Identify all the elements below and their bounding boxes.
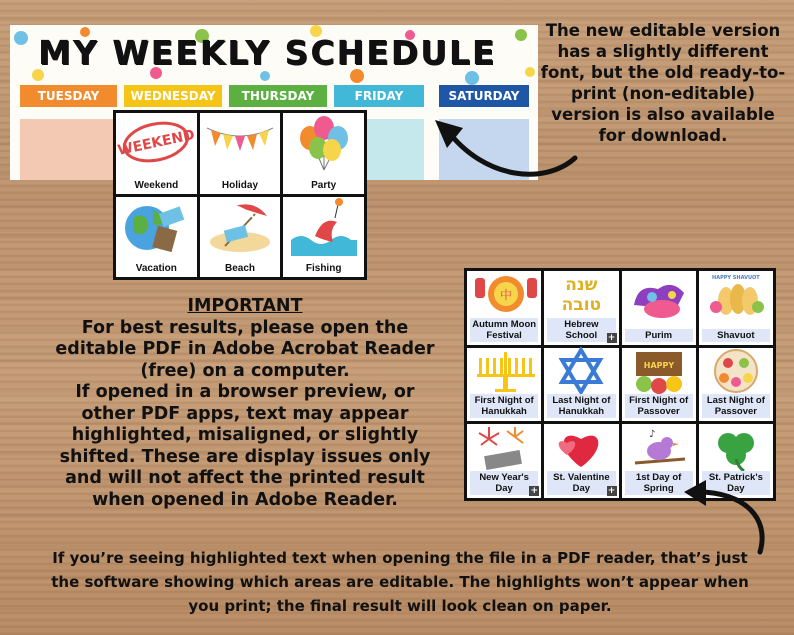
svg-text:♪: ♪ xyxy=(648,429,656,441)
sticker-label: First Night of Hanukkah xyxy=(470,394,538,418)
sticker-beach xyxy=(200,197,281,278)
hearts-icon xyxy=(544,424,618,472)
sticker-autumn-moon-festival xyxy=(467,271,541,345)
bird-icon xyxy=(622,424,696,472)
day-header-wednesday: WEDNESDAY xyxy=(124,85,222,107)
day-header-thursday: THURSDAY xyxy=(229,85,327,107)
seder-plate-icon xyxy=(699,348,773,396)
important-line: and will not affect the printed result xyxy=(65,468,425,488)
weekend-stamp-icon xyxy=(116,113,197,172)
sticker-first-night-hanukkah xyxy=(467,348,541,422)
day-header-friday: FRIDAY xyxy=(334,85,424,107)
star-of-david-icon xyxy=(544,348,618,396)
sticker-weekend xyxy=(116,113,197,194)
day-column-tuesday xyxy=(20,119,117,180)
sticker-label: First Night of Passover xyxy=(625,394,693,418)
sticker-label: Beach xyxy=(224,263,255,274)
sticker-last-night-passover xyxy=(699,348,773,422)
plus-icon[interactable]: + xyxy=(607,332,616,343)
plus-icon[interactable]: + xyxy=(607,485,616,496)
sticker-label: Purim xyxy=(625,329,693,342)
menorah-icon xyxy=(467,348,541,396)
sticker-grid-activities xyxy=(113,110,367,280)
sticker-hebrew-school xyxy=(544,271,618,345)
bunting-icon xyxy=(200,113,281,172)
highlight-explanation xyxy=(20,546,780,618)
bottom-line: you print; the final result will look clean on paper. xyxy=(188,597,612,615)
sticker-purim xyxy=(622,271,696,345)
sticker-last-night-hanukkah xyxy=(544,348,618,422)
sticker-label: St. Patrick's Day xyxy=(702,471,770,495)
curved-arrow-icon xyxy=(425,110,585,185)
svg-text:中: 中 xyxy=(500,287,513,302)
important-heading: IMPORTANT xyxy=(187,296,303,316)
sticker-label: Vacation xyxy=(135,263,177,274)
fireworks-icon xyxy=(467,424,541,472)
hebrew-letters-icon xyxy=(544,271,618,319)
bottom-line: If you’re seeing highlighted text when opening the file in a PDF reader, that’s just xyxy=(52,549,748,567)
sticker-label: Fishing xyxy=(305,263,342,274)
important-line: other PDF apps, text may appear xyxy=(81,403,409,424)
sticker-fishing xyxy=(283,197,364,278)
sticker-shavuot xyxy=(699,271,773,345)
svg-text:HAPPY: HAPPY xyxy=(643,361,674,371)
sticker-grid-holidays xyxy=(464,268,776,501)
sticker-label: Autumn Moon Festival xyxy=(470,318,538,342)
sticker-label: Last Night of Hanukkah xyxy=(547,394,615,418)
important-line: shifted. These are display issues only xyxy=(59,446,431,467)
hebrew-text: שנה טובה xyxy=(561,274,602,315)
sticker-label: Last Night of Passover xyxy=(702,394,770,418)
sticker-party xyxy=(283,113,364,194)
wheat-icon xyxy=(699,271,773,319)
day-header-saturday: SATURDAY xyxy=(439,85,529,107)
lanterns-icon xyxy=(467,271,541,319)
schedule-title: MY WEEKLY SCHEDULE xyxy=(38,33,497,72)
bottom-line: the software showing which areas are editable. The highlights won’t appear when xyxy=(51,573,749,591)
important-line: If opened in a browser preview, or xyxy=(75,382,415,402)
sticker-label: Party xyxy=(311,179,337,191)
important-line: when opened in Adobe Reader. xyxy=(92,489,398,510)
sticker-first-night-passover xyxy=(622,348,696,422)
sticker-label: 1st Day of Spring xyxy=(625,471,693,495)
plus-icon[interactable]: + xyxy=(530,485,539,496)
important-line: editable PDF in Adobe Acrobat Reader xyxy=(55,339,435,359)
sticker-holiday xyxy=(200,113,281,194)
sticker-label: Weekend xyxy=(134,179,179,191)
day-header-tuesday: TUESDAY xyxy=(20,85,117,107)
shavuot-caption: HAPPY SHAVUOT xyxy=(712,274,760,281)
sticker-label: Shavuot xyxy=(702,329,770,342)
sticker-label: New Year's Day xyxy=(470,471,538,495)
svg-text:WEEKEND: WEEKEND xyxy=(116,127,197,160)
important-line: highlighted, misaligned, or slightly xyxy=(71,425,419,445)
sticker-label: Hebrew School xyxy=(547,318,615,342)
balloons-icon xyxy=(283,113,364,172)
shamrock-icon xyxy=(699,424,773,472)
passover-icon xyxy=(622,348,696,396)
beach-icon xyxy=(200,197,281,256)
sticker-new-years-day xyxy=(467,424,541,498)
important-notice xyxy=(40,296,450,511)
sticker-label: Holiday xyxy=(221,179,259,191)
important-line: (free) on a computer. xyxy=(140,360,350,381)
globe-tickets-icon xyxy=(116,197,197,256)
editable-version-note: The new editable version has a slightly different font, but the old ready-to-print (non-editable) version is also available for download. xyxy=(540,21,786,145)
fishing-icon xyxy=(283,197,364,256)
purim-mask-icon xyxy=(622,271,696,327)
important-line: For best results, please open the xyxy=(81,317,409,338)
sticker-st-valentine-day xyxy=(544,424,618,498)
sticker-vacation xyxy=(116,197,197,278)
sticker-label: St. Valentine Day xyxy=(547,471,615,495)
